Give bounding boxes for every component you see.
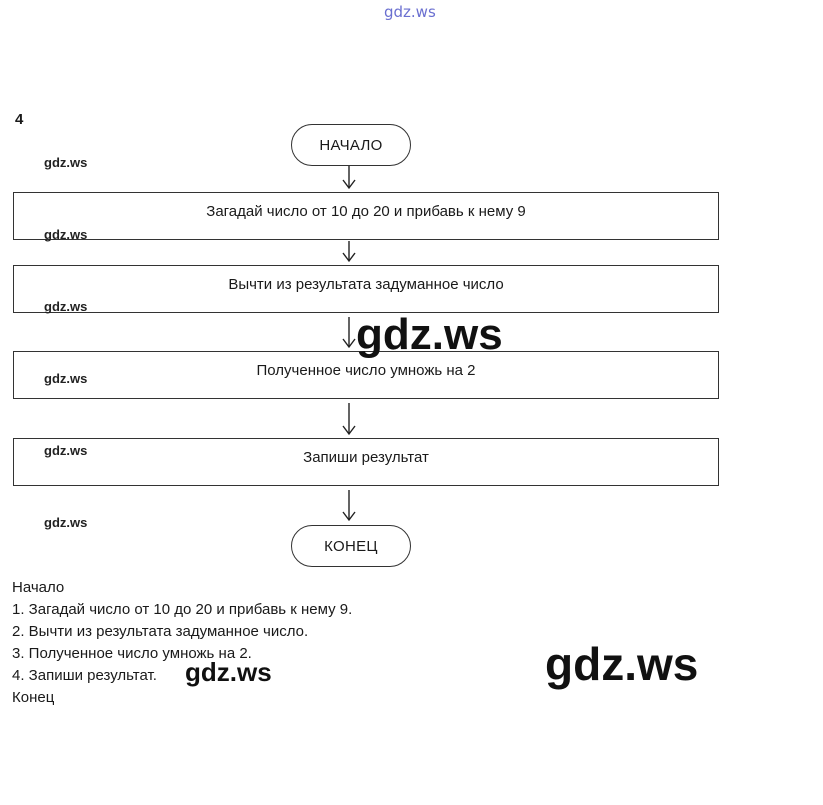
- flow-step-1: Загадай число от 10 до 20 и прибавь к нему 9: [13, 192, 719, 240]
- flow-step-4: Запиши результат: [13, 438, 719, 486]
- watermark-inline: gdz.ws: [185, 657, 272, 687]
- end-terminal: КОНЕЦ: [291, 525, 411, 567]
- site-label[interactable]: gdz.ws: [384, 3, 436, 21]
- algorithm-line-2: 2. Вычти из результата задуманное число.: [12, 623, 309, 640]
- algorithm-line-end: Конец: [12, 689, 55, 706]
- algorithm-line-start: Начало: [12, 579, 65, 596]
- watermark-small-4: gdz.ws: [44, 371, 88, 386]
- algorithm-list: [12, 577, 352, 709]
- watermark-small-1: gdz.ws: [44, 155, 88, 170]
- watermark-small-3: gdz.ws: [44, 299, 88, 314]
- task-number: 4: [15, 111, 24, 128]
- flow-step-3: Полученное число умножь на 2: [13, 351, 719, 399]
- watermark-small-6: gdz.ws: [44, 515, 88, 530]
- start-terminal: НАЧАЛО: [291, 124, 411, 166]
- watermark-small-2: gdz.ws: [44, 227, 88, 242]
- flow-step-2: Вычти из результата задуманное число: [13, 265, 719, 313]
- algorithm-line-3: 3. Полученное число умножь на 2.: [12, 645, 252, 662]
- algorithm-line-1: 1. Загадай число от 10 до 20 и прибавь к нему 9.: [12, 601, 353, 618]
- watermark-big-right: gdz.ws: [545, 638, 699, 690]
- watermark-small-5: gdz.ws: [44, 443, 88, 458]
- algorithm-line-4: 4. Запиши результат.: [12, 667, 157, 684]
- watermark-big-center: gdz.ws: [356, 310, 503, 359]
